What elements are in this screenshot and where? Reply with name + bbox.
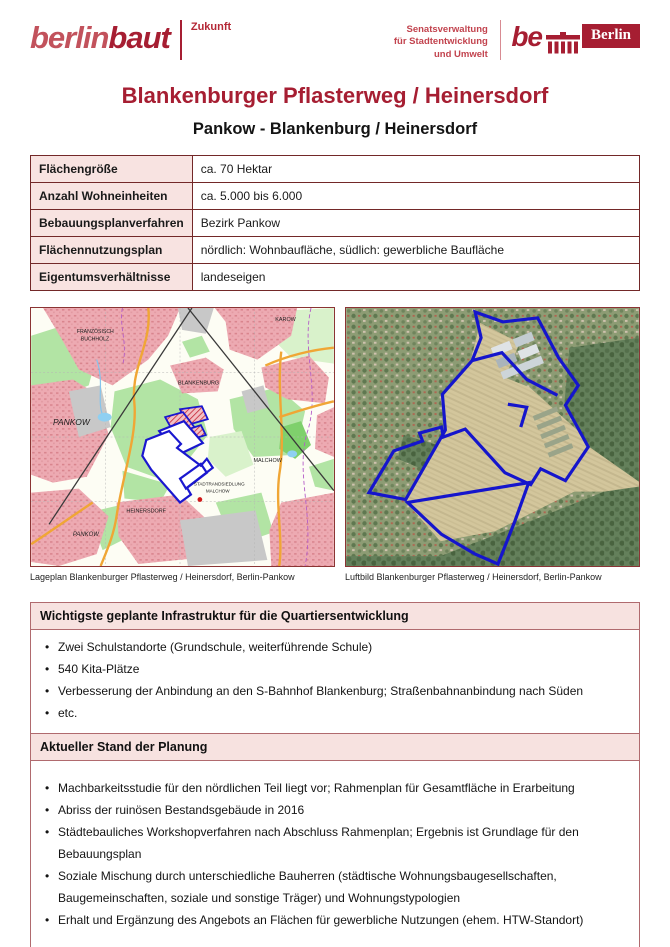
brand-divider: [180, 20, 182, 60]
bullet-item: • etc.: [41, 702, 629, 724]
section-heading: Wichtigste geplante Infrastruktur für die Quartiersentwicklung: [31, 603, 639, 630]
brandenburg-gate-icon: [546, 32, 580, 59]
page-title: Blankenburger Pflasterweg / Heinersdorf: [121, 83, 549, 109]
bullet-item: • 540 Kita-Plätze: [41, 658, 629, 680]
map-label-franzoesisch: FRANZÖSISCH: [76, 328, 114, 335]
bullet-list: [41, 777, 629, 931]
be-berlin-logo: [511, 18, 640, 59]
fact-label: Anzahl Wohneinheiten: [31, 183, 193, 210]
senate-line-2: für Stadtentwicklung: [393, 36, 488, 48]
section-planungsstand: [30, 733, 640, 947]
table-row: [31, 183, 640, 210]
fact-label: Flächengröße: [31, 156, 193, 183]
be-wordmark: be: [511, 21, 542, 52]
bullet-item: • Städtebauliches Workshopverfahren nach Abschluss Rahmenplan; Ergebnis ist Grundlage für den Bebauungsplan: [41, 821, 629, 865]
fact-value: landeseigen: [192, 264, 639, 291]
table-row: [31, 237, 640, 264]
page-subtitle: Pankow - Blankenburg / Heinersdorf: [192, 120, 478, 139]
berlin-badge: Berlin: [582, 24, 640, 48]
map-label-stadtrand-malchow: MALCHOW: [205, 488, 230, 494]
map-label-stadtrandsiedlung: STADTRANDSIEDLUNG: [193, 481, 245, 487]
luftbild-figure: [345, 307, 640, 582]
lageplan-caption: Lageplan Blankenburger Pflasterweg / Heinersdorf, Berlin-Pankow: [30, 572, 295, 583]
bullet-item: • Abriss der ruinösen Bestandsgebäude in 2016: [41, 799, 629, 821]
fact-value: ca. 5.000 bis 6.000: [192, 183, 639, 210]
luftbild-map-image: [345, 307, 640, 567]
map-label-malchow: MALCHOW: [253, 457, 282, 464]
table-row: [31, 210, 640, 237]
berlinbaut-logo: [30, 18, 231, 60]
fact-value: Bezirk Pankow: [192, 210, 639, 237]
section-body: [31, 761, 639, 947]
maps-row: [30, 307, 640, 582]
senate-name: [394, 18, 488, 61]
brand-tagline: Zukunft: [190, 21, 232, 33]
fact-value: nördlich: Wohnbaufläche, südlich: gewerbliche Baufläche: [192, 237, 639, 264]
map-label-buchholz: BUCHHOLZ: [80, 336, 110, 343]
map-label-pankow: PANKOW: [53, 417, 90, 428]
section-body: [31, 630, 639, 733]
section-infrastruktur: [30, 602, 640, 734]
map-label-pankow-sbahn: PANKOW: [72, 532, 99, 539]
fact-label: Bebauungsplanverfahren: [31, 210, 193, 237]
sections: [30, 602, 640, 947]
table-row: [31, 156, 640, 183]
fact-value: ca. 70 Hektar: [192, 156, 639, 183]
map-label-blankenburg: BLANKENBURG: [178, 380, 220, 387]
brand-wordmark: [30, 18, 170, 58]
lageplan-map-image: [30, 307, 335, 567]
page-header: [0, 0, 670, 61]
bullet-item: • Machbarkeitsstudie für den nördlichen Teil liegt vor; Rahmenplan für Gesamtfläche in Erarbeitung: [41, 777, 629, 799]
fact-label: Flächennutzungsplan: [31, 237, 193, 264]
bullet-item: • Soziale Mischung durch unterschiedliche Bauherren (städtische Wohnungsbaugesellschaften, Baugemeinschaften, soziale und sonstige Träger) und Wohnungstypologien: [41, 865, 629, 909]
brand-word-baut: baut: [108, 20, 170, 55]
senate-divider: [500, 20, 502, 60]
senate-line-1: Senatsverwaltung: [406, 24, 488, 35]
map-label-heinersdorf: HEINERSDORF: [126, 508, 167, 515]
section-heading: Aktueller Stand der Planung: [31, 734, 639, 761]
bullet-item: • Verbesserung der Anbindung an den S-Bahnhof Blankenburg; Straßenbahnanbindung nach Süden: [41, 680, 629, 702]
table-row: [31, 264, 640, 291]
bullet-item: • Erhalt und Ergänzung des Angebots an Flächen für gewerbliche Nutzungen (ehem. HTW-Standort): [41, 909, 629, 931]
brand-word-berlin: berlin: [30, 20, 109, 55]
senate-line-3: und Umwelt: [433, 48, 488, 60]
map-label-karow: KAROW: [275, 316, 296, 323]
bullet-item: • Zwei Schulstandorte (Grundschule, weiterführende Schule): [41, 636, 629, 658]
bullet-list: [41, 636, 629, 724]
facts-table: [30, 155, 640, 291]
lageplan-figure: [30, 307, 335, 582]
senate-block: [394, 18, 640, 61]
fact-label: Eigentumsverhältnisse: [31, 264, 193, 291]
luftbild-caption: Luftbild Blankenburger Pflasterweg / Heinersdorf, Berlin-Pankow: [345, 572, 602, 583]
